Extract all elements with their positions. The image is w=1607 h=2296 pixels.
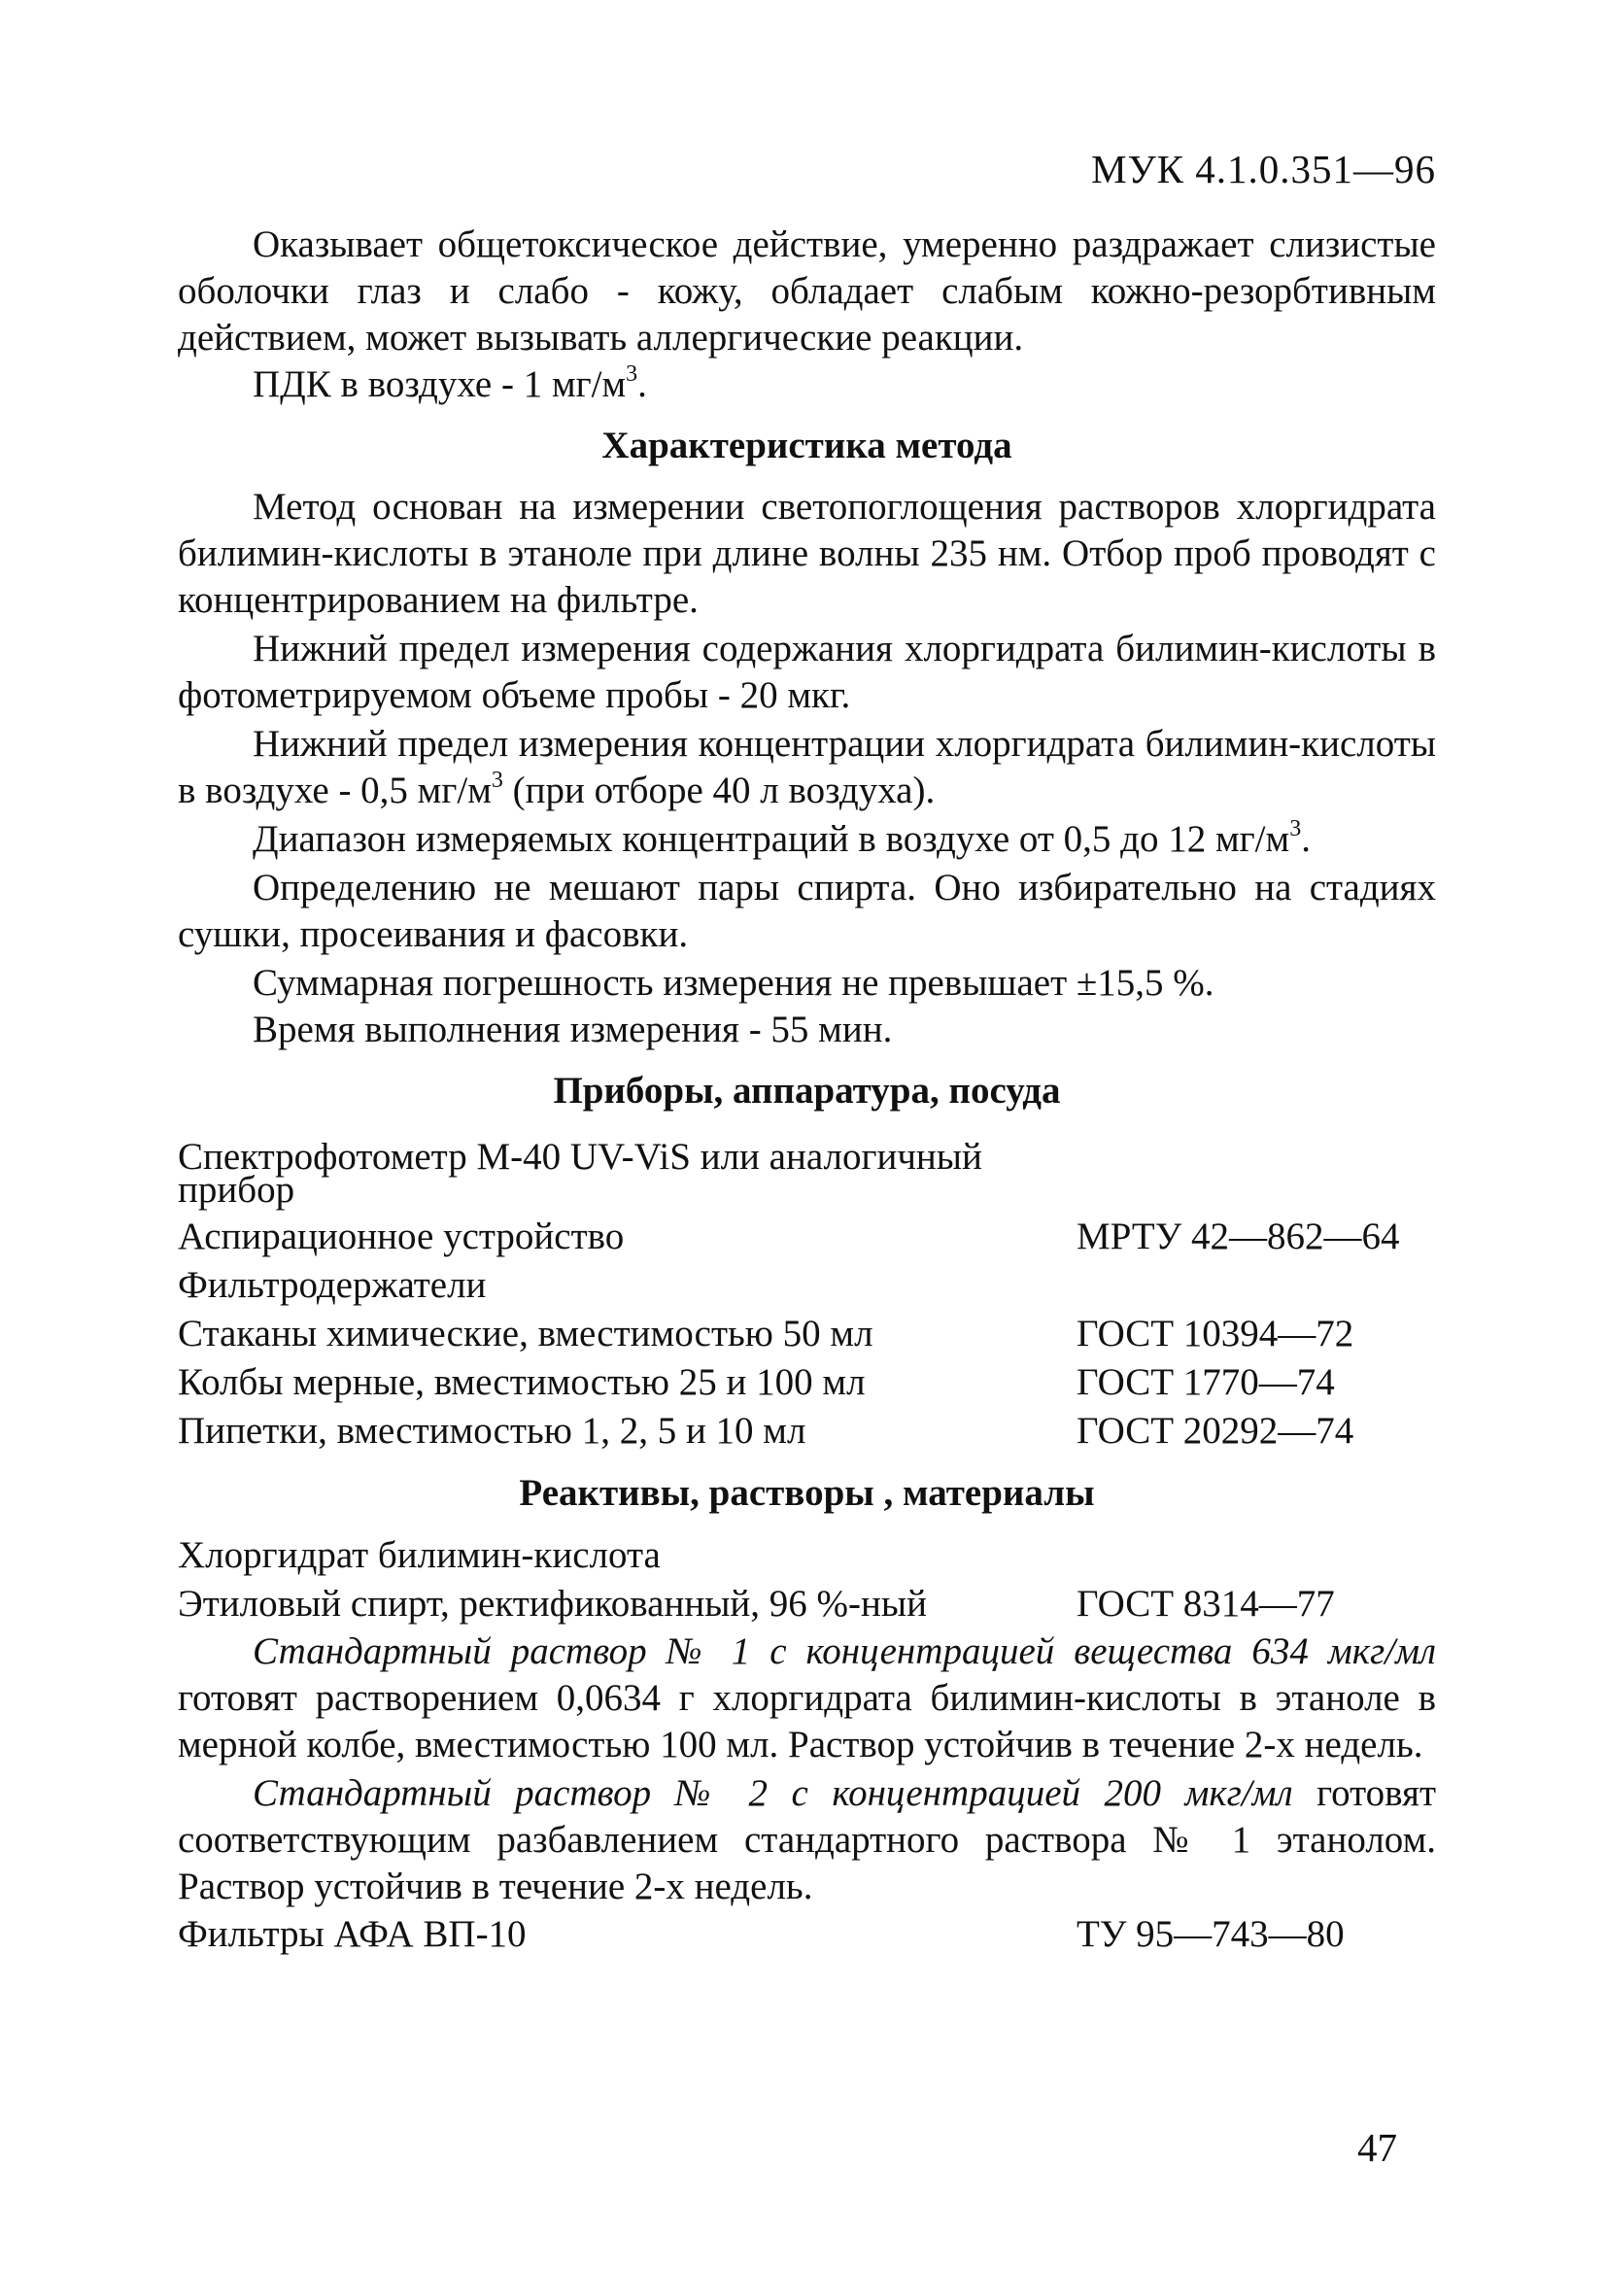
equipment-list	[178, 1129, 1436, 1456]
page-number: 47	[1357, 2125, 1397, 2170]
method-p4-text: Диапазон измеряемых концентраций в воздухе от 0,5 до 12 мг/м	[253, 818, 1290, 860]
equipment-heading: Приборы, аппаратура, посуда	[553, 1070, 1061, 1112]
document-page	[178, 0, 1436, 2296]
method-p3-superscript: 3	[491, 768, 503, 793]
equipment-name: Спектрофотометр М-40 UV-ViS или аналогичный прибор	[178, 1136, 982, 1211]
toxicity-paragraph: Оказывает общетоксическое действие, умеренно раздражает слизистые оболочки глаз и слабо - кожу, обладает слабым кожно-резорбтивным действием, может вызывать аллергические реакции.	[178, 223, 1436, 359]
standard-solution-1-title: Стандартный раствор № 1 с концентрацией вещества 634 мкг/мл	[253, 1630, 1436, 1672]
method-p3-text: Нижний предел измерения концентрации хлоргидрата билимин-кислоты в воздухе - 0,5 мг/м	[178, 723, 1436, 811]
method-p4-superscript: 3	[1289, 816, 1302, 841]
method-paragraph-5: Определению не мешают пары спирта. Оно избирательно на стадиях сушки, просеивания и фасовки.	[178, 867, 1436, 955]
equipment-item	[178, 1261, 1436, 1310]
method-p3-end: (при отборе 40 л воздуха).	[502, 770, 936, 811]
reagent-standard: ГОСТ 8314—77	[1077, 1583, 1335, 1625]
method-paragraph-3	[178, 721, 1436, 814]
reagent-name: Этиловый спирт, ректификованный, 96 %-ный	[178, 1583, 927, 1625]
reagent-item	[178, 1531, 1436, 1580]
equipment-name: Фильтродержатели	[178, 1264, 487, 1306]
pdk-text: ПДК в воздухе - 1 мг/м	[253, 363, 627, 405]
equipment-name: Пипетки, вместимостью 1, 2, 5 и 10 мл	[178, 1410, 806, 1452]
standard-solution-1-text: готовят растворением 0,0634 г хлоргидрата билимин-кислоты в этаноле в мерной колбе, вместимостью 100 мл. Раствор устойчив в течение 2-х недель.	[178, 1677, 1436, 1765]
reagents-heading: Реактивы, растворы , материалы	[519, 1472, 1095, 1514]
pdk-end: .	[637, 363, 647, 405]
equipment-name: Стаканы химические, вместимостью 50 мл	[178, 1313, 873, 1354]
method-paragraph-1: Метод основан на измерении светопоглощения растворов хлоргидрата билимин-кислоты в этаноле при длине волны 235 нм. Отбор проб проводят с концентрированием на фильтре.	[178, 486, 1436, 621]
filters-standard: ТУ 95—743—80	[1077, 1913, 1345, 1955]
method-paragraph-7: Время выполнения измерения - 55 мин.	[253, 1009, 893, 1050]
equipment-item	[178, 1129, 1436, 1213]
method-p4-end: .	[1301, 818, 1311, 860]
standard-solution-1	[178, 1628, 1436, 1768]
equipment-standard: ГОСТ 10394—72	[1077, 1313, 1354, 1354]
equipment-item	[178, 1358, 1436, 1407]
filters-name: Фильтры АФА ВП-10	[178, 1913, 527, 1955]
standard-solution-2-title: Стандартный раствор № 2 с концентрацией 200 мкг/мл	[253, 1772, 1293, 1814]
method-paragraph-2: Нижний предел измерения содержания хлоргидрата билимин-кислоты в фотометрируемом объеме пробы - 20 мкг.	[178, 628, 1436, 716]
filters-item	[178, 1910, 1436, 1959]
equipment-name: Колбы мерные, вместимостью 25 и 100 мл	[178, 1361, 866, 1403]
pdk-paragraph	[178, 361, 1436, 408]
method-paragraph-6: Суммарная погрешность измерения не превышает ±15,5 %.	[253, 962, 1214, 1004]
method-paragraph-4	[178, 816, 1436, 863]
reagent-name: Хлоргидрат билимин-кислота	[178, 1534, 661, 1576]
equipment-standard: ГОСТ 20292—74	[1077, 1410, 1354, 1452]
equipment-standard: МРТУ 42—862—64	[1077, 1216, 1400, 1257]
equipment-standard: ГОСТ 1770—74	[1077, 1361, 1335, 1403]
equipment-name: Аспирационное устройство	[178, 1216, 625, 1257]
document-body	[178, 222, 1436, 1959]
reagents-list	[178, 1531, 1436, 1628]
standard-solution-2	[178, 1770, 1436, 1910]
pdk-superscript: 3	[626, 361, 638, 387]
document-code: МУК 4.1.0.351—96	[1091, 147, 1436, 191]
equipment-item	[178, 1407, 1436, 1456]
method-heading: Характеристика метода	[601, 425, 1012, 466]
standard-solution-2-text: готовят соответствующим разбавлением стандартного раствора № 1 этанолом. Раствор устойчив в течение 2-х недель.	[178, 1772, 1436, 1907]
reagent-item	[178, 1580, 1436, 1628]
equipment-item	[178, 1213, 1436, 1261]
equipment-item	[178, 1310, 1436, 1358]
